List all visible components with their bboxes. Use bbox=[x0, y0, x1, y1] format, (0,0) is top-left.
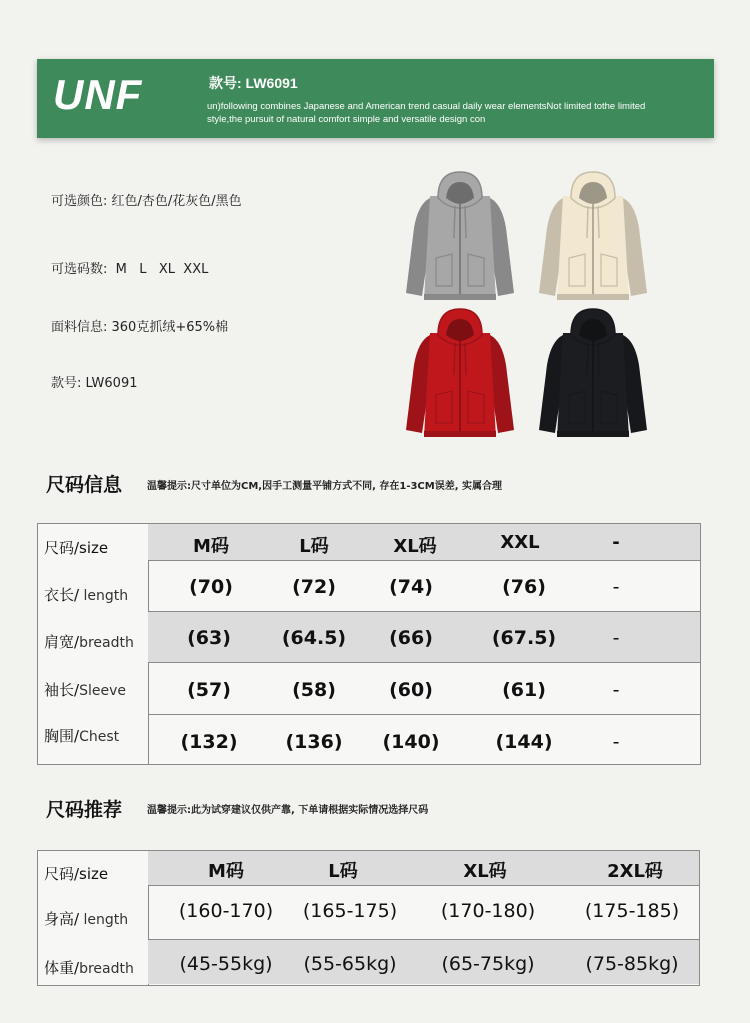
table-cell: - bbox=[612, 576, 620, 598]
table-cell: (72) bbox=[292, 576, 336, 598]
colors-info: 可选颜色: 红色/杏色/花灰色/黑色 bbox=[51, 194, 242, 209]
gray-hoodie-image bbox=[400, 168, 520, 308]
table-cell: (67.5) bbox=[491, 627, 557, 649]
apricot-hoodie-icon bbox=[533, 168, 653, 308]
row-label-chest: 胸围/Chest bbox=[44, 727, 120, 745]
table-cell: - bbox=[612, 731, 620, 753]
row-label-length: 衣长/ length bbox=[44, 586, 129, 604]
black-hoodie-image bbox=[533, 305, 653, 445]
table-cell: (64.5) bbox=[281, 627, 347, 649]
table-cell: (58) bbox=[292, 679, 336, 701]
table-cell: (75-85kg) bbox=[585, 953, 679, 975]
table-cell: (45-55kg) bbox=[179, 953, 273, 975]
table-cell: - bbox=[612, 679, 620, 701]
row-label-breadth: 肩宽/breadth bbox=[44, 633, 134, 651]
table-cell: (175-185) bbox=[584, 900, 680, 922]
table-cell: (70) bbox=[189, 576, 233, 598]
table-cell: (65-75kg) bbox=[441, 953, 535, 975]
recommend-table-label-header: 尺码/size bbox=[44, 865, 109, 883]
table-cell: (132) bbox=[180, 731, 238, 753]
table-cell: (63) bbox=[187, 627, 231, 649]
banner-style-code: 款号: LW6091 bbox=[209, 75, 298, 91]
size-header: - bbox=[612, 532, 620, 553]
size-recommend-title: 尺码推荐 bbox=[46, 799, 123, 821]
recommend-table bbox=[37, 850, 700, 986]
table-cell: (74) bbox=[389, 576, 433, 598]
row-label-weight: 体重/breadth bbox=[44, 959, 134, 977]
recommend-header: L码 bbox=[328, 861, 358, 882]
table-cell: (165-175) bbox=[302, 900, 398, 922]
size-header: L码 bbox=[299, 536, 329, 557]
table-cell: (60) bbox=[389, 679, 433, 701]
table-cell: (66) bbox=[389, 627, 433, 649]
apricot-hoodie-image bbox=[533, 168, 653, 308]
size-info-note: 温馨提示:尺寸单位为CM,因手工测量平铺方式不同, 存在1-3CM误差, 实属合理 bbox=[147, 481, 503, 492]
table-cell: (57) bbox=[187, 679, 231, 701]
fabric-info: 面料信息: 360克抓绒+65%棉 bbox=[51, 320, 229, 335]
table-cell: (61) bbox=[502, 679, 546, 701]
style-code-info: 款号: LW6091 bbox=[51, 376, 138, 391]
gray-hoodie-icon bbox=[400, 168, 520, 308]
table-cell: (170-180) bbox=[440, 900, 536, 922]
table-cell: (76) bbox=[502, 576, 546, 598]
red-hoodie-icon bbox=[400, 305, 520, 445]
table-cell: (144) bbox=[495, 731, 553, 753]
recommend-header: M码 bbox=[208, 861, 244, 882]
row-label-sleeve: 袖长/Sleeve bbox=[44, 681, 126, 699]
size-header: M码 bbox=[193, 536, 229, 557]
size-header: XL码 bbox=[393, 536, 437, 557]
red-hoodie-image bbox=[400, 305, 520, 445]
table-cell: (160-170) bbox=[178, 900, 274, 922]
size-header: XXL bbox=[500, 532, 540, 553]
table-cell: (140) bbox=[382, 731, 440, 753]
size-table-label-header: 尺码/size bbox=[44, 539, 109, 557]
size-table bbox=[37, 523, 701, 765]
recommend-header: 2XL码 bbox=[607, 861, 663, 882]
size-recommend-note: 温馨提示:此为试穿建议仅供产靠, 下单请根据实际情况选择尺码 bbox=[147, 805, 429, 816]
sizes-info: 可选码数: M L XL XXL bbox=[51, 262, 209, 277]
banner-description: un)following combines Japanese and American trend casual daily wear elementsNot limited tothe limited style,the pursuit of natural comfort simple and versatile design con bbox=[207, 101, 646, 125]
table-cell: (55-65kg) bbox=[303, 953, 397, 975]
recommend-header: XL码 bbox=[463, 861, 507, 882]
black-hoodie-icon bbox=[533, 305, 653, 445]
row-label-height: 身高/ length bbox=[44, 910, 129, 928]
table-cell: - bbox=[612, 627, 620, 649]
table-cell: (136) bbox=[285, 731, 343, 753]
brand-logo: UNF bbox=[53, 71, 143, 118]
size-info-title: 尺码信息 bbox=[46, 474, 123, 496]
header-banner bbox=[37, 59, 714, 138]
